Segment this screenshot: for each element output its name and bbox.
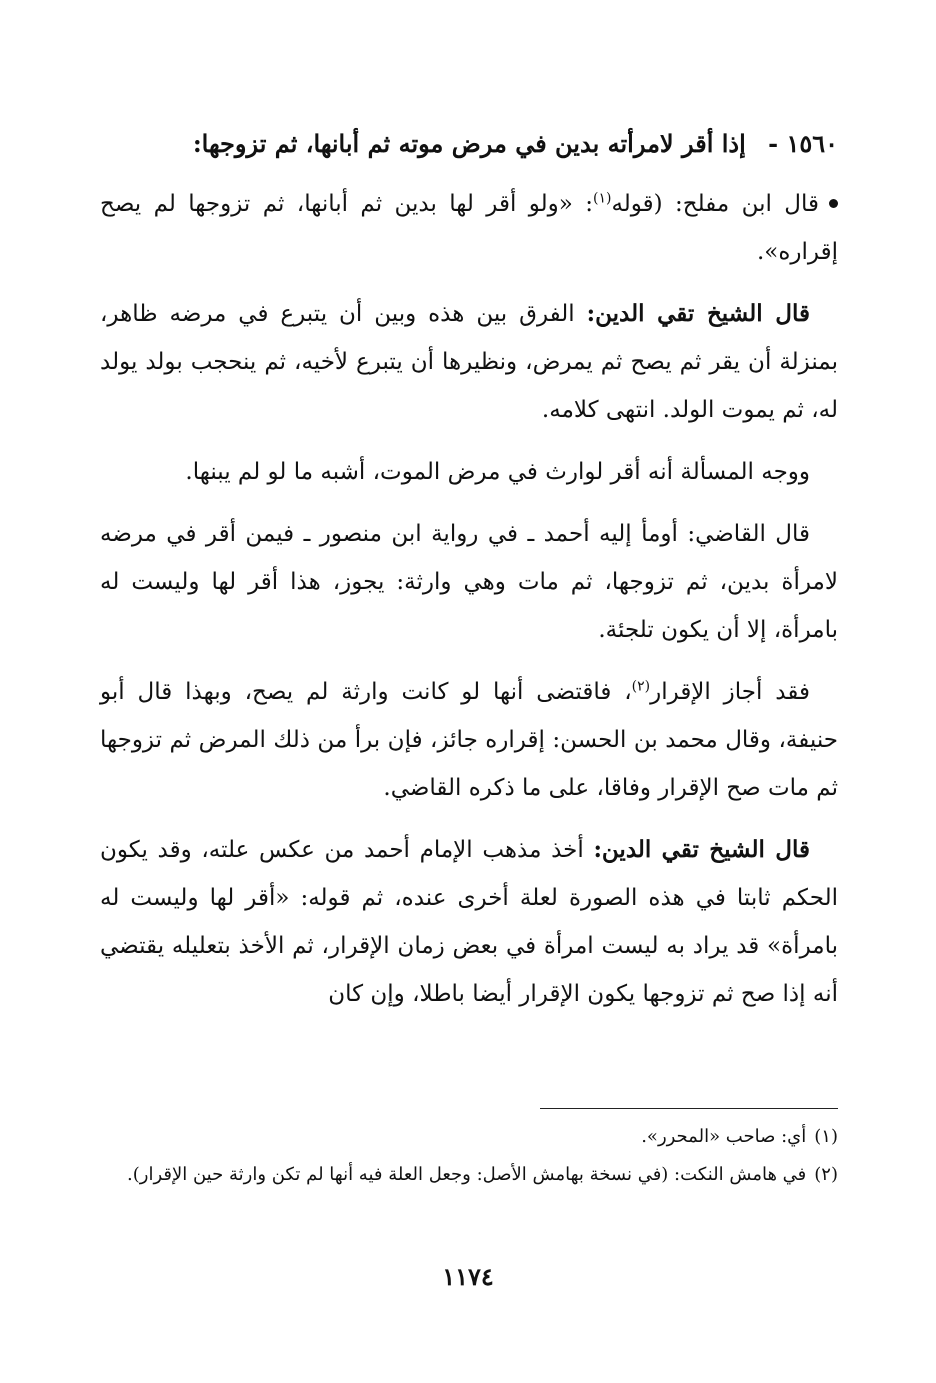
main-text — [100, 118, 838, 1032]
footnote-ref-1: (١) — [592, 190, 612, 207]
footnotes — [100, 1118, 838, 1194]
footnote-1 — [100, 1118, 838, 1156]
paragraph-2-lead: قال الشيخ تقي الدين: — [586, 300, 811, 327]
paragraph-5-text: ، فاقتضى أنها لو كانت وارثة لم يصح، وبهذا قال أبو حنيفة، وقال محمد بن الحسن: إقراره جائز، فإن برأ من ذلك المرض ثم تزوجها ثم مات صح الإقرار وفاقا، على ما ذكره القاضي. — [100, 679, 838, 801]
page-number: ١١٧٤ — [442, 1262, 494, 1291]
paragraph-4-text: قال القاضي: أومأ إليه أحمد ـ في رواية ابن منصور ـ فيمن أقر في مرضه لامرأة بدين، ثم تزوجها، ثم مات وهي وارثة: يجوز، هذا أقر لها وليست له بامرأة، إلا أن يكون تلجئة. — [100, 521, 838, 643]
footnote-1-number: (١) — [814, 1126, 838, 1147]
section-title: إذا أقر لامرأته بدين في مرض موته ثم أبانها، ثم تزوجها: — [192, 129, 746, 158]
paragraph-5 — [100, 668, 838, 812]
paragraph-2 — [100, 290, 838, 434]
footnote-2-text: في هامش النكت: (في نسخة بهامش الأصل: وجعل العلة فيه أنها لم تكن وارثة حين الإقرار). — [127, 1164, 807, 1185]
footnote-ref-2: (٢) — [631, 678, 651, 695]
paragraph-1-text-before: قال ابن مفلح: (قوله — [611, 191, 819, 217]
paragraph-6 — [100, 826, 838, 1018]
bullet-icon — [829, 199, 838, 208]
paragraph-3-text: ووجه المسألة أنه أقر لوارث في مرض الموت، أشبه ما لو لم يبنها. — [185, 459, 810, 485]
paragraph-1 — [100, 180, 838, 276]
section-number: ١٥٦٠ - — [768, 129, 838, 158]
paragraph-5-text-before: فقد أجاز الإقرار — [650, 679, 810, 705]
section-heading — [100, 118, 838, 170]
paragraph-6-text: أخذ مذهب الإمام أحمد من عكس علته، وقد يكون الحكم ثابتا في هذه الصورة لعلة أخرى عنده، ثم قوله: «أقر لها وليست له بامرأة» قد يراد به ليست امرأة في بعض زمان الإقرار، ثم الأخذ بتعليله يقتضي أنه إذا صح ثم تزوجها يكون الإقرار أيضا باطلا، وإن كان — [100, 837, 838, 1007]
footnote-2 — [100, 1156, 838, 1194]
paragraph-1-text: : «ولو أقر لها بدين ثم أبانها، ثم تزوجها لم يصح إقراره». — [100, 191, 838, 265]
footnote-1-text: أي: صاحب «المحرر». — [641, 1126, 807, 1147]
paragraph-2-text: الفرق بين هذه وبين أن يتبرع في مرضه ظاهر، بمنزلة أن يقر ثم يصح ثم يمرض، ونظيرها أن يتبرع لأخيه، ثم ينحجب بولد يولد له، ثم يموت الولد. انتهى كلامه. — [100, 301, 838, 423]
footnote-divider — [540, 1108, 838, 1109]
paragraph-3 — [100, 448, 838, 496]
footnote-2-number: (٢) — [814, 1164, 838, 1185]
paragraph-6-lead: قال الشيخ تقي الدين: — [593, 836, 810, 863]
paragraph-4 — [100, 510, 838, 654]
